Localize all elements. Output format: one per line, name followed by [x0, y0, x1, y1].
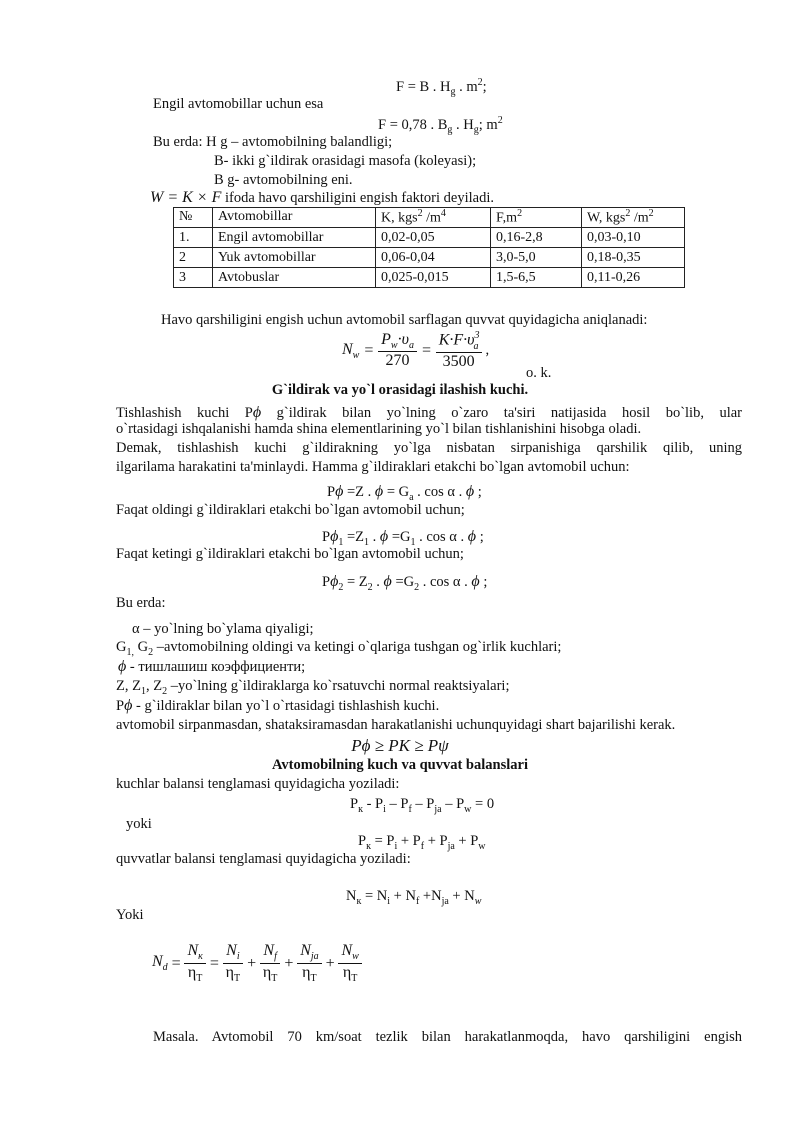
table-cell: 0,06-0,04 — [376, 248, 491, 268]
w-text: ifoda havo qarshiligini engish faktori deyiladi. — [221, 190, 494, 206]
phi-symbol: ϕ — [330, 573, 339, 590]
eq-sub: к — [366, 840, 371, 852]
paragraph-line: Demak, tishlashish kuchi g`ildirakning yo`lga nisbatan sirpanishiga qarshilik qilib, uning — [116, 440, 742, 456]
equals-sign: = — [170, 954, 182, 972]
phi-symbol: ϕ — [374, 483, 384, 500]
table-cell: Engil avtomobillar — [213, 228, 376, 248]
def-text: G — [133, 639, 149, 655]
fraction-denominator — [260, 964, 280, 985]
eq-text: - P — [362, 796, 384, 812]
nw-lhs — [342, 340, 359, 362]
header-text: K, kgs — [381, 210, 418, 226]
table-header-cell — [376, 208, 491, 228]
table-cell: Yuk avtomobillar — [213, 248, 376, 268]
plus-sign: + — [246, 954, 257, 972]
formula-sub: g — [447, 124, 453, 136]
header-text: F,m — [496, 210, 518, 226]
def-text: G — [116, 639, 127, 655]
def-sub: 1 — [140, 685, 146, 697]
eq-text: + P — [424, 833, 448, 849]
text-line: Bu erda: — [116, 595, 166, 611]
eq-text: – P — [411, 796, 435, 812]
phi-symbol: ϕ — [335, 483, 344, 500]
eq-sub: f — [420, 840, 425, 852]
fraction — [338, 942, 361, 984]
text-line: Engil avtomobillar uchun esa — [153, 96, 324, 112]
force-balance-eq-1 — [350, 796, 494, 816]
unit-label: o. k. — [526, 365, 552, 381]
math-sup: 3 — [474, 330, 480, 341]
eq-sub: 1 — [364, 536, 370, 548]
math-sub: w — [352, 349, 360, 361]
math-sub: T — [310, 972, 317, 984]
fraction-denominator — [340, 964, 360, 985]
header-sup: 4 — [440, 208, 446, 219]
paragraph-line: ilgarilama harakatini ta'minlaydi. Hamma g`ildiraklari etakchi bo`lgan avtomobil uchun: — [116, 459, 630, 475]
eq-text: . — [369, 529, 380, 545]
eq-text: + N — [448, 888, 475, 904]
text-line: Faqat ketingi g`ildiraklari etakchi bo`lgan avtomobil uchun; — [116, 546, 464, 562]
table-cell: 0,025-0,015 — [376, 268, 491, 288]
definition-line — [116, 696, 439, 715]
condition-formula: Pϕ ≥ PK ≥ Pψ — [351, 736, 449, 755]
equals-sign: = — [363, 342, 375, 360]
power-balance-eq — [346, 888, 481, 908]
math-sub: T — [234, 972, 241, 984]
paragraph-line: o`rtasidagi ishqalanishi hamda shina elementlarining yo`l bilan tishlanishini hisobga oladi. — [116, 421, 642, 437]
eq-text: – P — [441, 796, 465, 812]
def-text: Z, Z — [116, 678, 141, 694]
fraction — [260, 942, 280, 984]
formula-area-light — [378, 115, 503, 137]
coefficients-table — [173, 207, 685, 288]
table-header-cell: Avtomobillar — [213, 208, 376, 228]
eq-sub: 1 — [410, 536, 416, 548]
math-symbol: K·F·υ — [438, 331, 475, 349]
eq-sub: 1 — [338, 536, 344, 548]
eq-sub: 2 — [367, 581, 373, 593]
eq-sub: ja — [434, 803, 442, 815]
table-row — [174, 268, 685, 288]
definition-line — [116, 639, 561, 659]
eq-text: P — [322, 529, 331, 545]
nd-formula — [152, 942, 362, 984]
eq-text: P — [350, 796, 359, 812]
math-symbol: P — [381, 330, 391, 348]
math-symbol: N — [263, 942, 275, 959]
eq-text: =Z . — [343, 484, 375, 500]
equals-sign: = — [420, 342, 432, 360]
w-formula: W = K × F — [150, 189, 222, 206]
eq-text: P — [358, 833, 367, 849]
fraction-numerator — [378, 331, 417, 353]
formula-sup: 2 — [477, 77, 483, 88]
fraction — [436, 330, 482, 371]
definition-line — [118, 657, 305, 676]
fraction-numerator — [184, 942, 205, 964]
math-sub: к — [198, 951, 203, 963]
eq-sub: 2 — [338, 581, 344, 593]
fraction-denominator — [223, 964, 243, 985]
math-symbol: N — [226, 942, 237, 959]
math-symbol: N — [300, 942, 311, 959]
fraction-numerator — [338, 942, 361, 964]
eq-text: = 0 — [471, 796, 495, 812]
def-text: - g`ildiraklar bilan yo`l o`rtasidagi tishlashish kuchi. — [132, 698, 440, 714]
fraction — [378, 331, 417, 371]
eq-text: + P — [454, 833, 479, 849]
fraction-numerator — [223, 942, 242, 964]
formula-sub: g — [473, 124, 479, 136]
eq-text: – P — [385, 796, 409, 812]
def-sub: 1, — [126, 646, 134, 658]
math-sub: f — [274, 951, 277, 963]
header-sup: 2 — [417, 208, 423, 219]
header-text: /m — [630, 210, 649, 226]
fraction-numerator — [260, 942, 279, 964]
eq-sub: w — [464, 803, 472, 815]
eq-sub: w — [478, 840, 486, 852]
eq-text: ; — [479, 574, 488, 590]
table-cell: 0,02-0,05 — [376, 228, 491, 248]
formula-text: ; — [482, 78, 487, 95]
fraction-denominator — [299, 964, 319, 985]
text-line: kuchlar balansi tenglamasi quyidagicha yoziladi: — [116, 776, 400, 792]
eq-text: ; — [474, 484, 482, 500]
table-cell: 0,16-2,8 — [491, 228, 582, 248]
eq-sub: i — [394, 840, 398, 852]
phi-symbol: ϕ — [383, 573, 392, 590]
table-cell: 1. — [174, 228, 213, 248]
eq-sub: f — [408, 803, 412, 815]
table-header-row — [174, 208, 685, 228]
phi-symbol: ϕ — [118, 658, 127, 675]
table-cell: 0,11-0,26 — [582, 268, 685, 288]
eq-sub: i — [387, 895, 391, 907]
fraction-denominator: 3500 — [442, 353, 475, 371]
nw-formula — [342, 330, 489, 371]
math-sub: i — [236, 951, 240, 963]
plus-sign: + — [324, 954, 336, 972]
table-row — [174, 228, 685, 248]
math-sub: T — [351, 972, 358, 984]
text-span: g`ildirak bilan yo`lning o`zaro ta'siri natijasida hosil bo`lib, ular — [276, 405, 743, 421]
header-text: W, kgs — [587, 210, 626, 226]
table-cell: 3 — [174, 268, 213, 288]
math-symbol: η — [262, 963, 272, 981]
eq-sub: ja — [441, 895, 449, 907]
def-sub: 2 — [162, 685, 168, 697]
eq-text: . — [372, 574, 384, 590]
header-sup: 2 — [517, 208, 523, 219]
fraction — [184, 942, 205, 984]
formula-text: . m — [459, 78, 478, 95]
table-cell: 0,18-0,35 — [582, 248, 685, 268]
eq-text: =Z — [343, 529, 365, 545]
math-symbol: ·υ — [397, 330, 409, 348]
def-text: –avtomobilning oldingi va ketingi o`qlariga tushgan og`irlik kuchlari; — [153, 639, 562, 655]
fraction-denominator — [185, 964, 205, 985]
text-line: Havo qarshiligini engish uchun avtomobil sarflagan quvvat quyidagicha aniqlanadi: — [161, 312, 648, 328]
math-symbol: η — [225, 963, 234, 981]
formula-text: . H — [456, 116, 474, 133]
eq-text: + P — [397, 833, 421, 849]
definition-line: B- ikki g`ildirak orasidagi masofa (koleyasi); — [214, 153, 477, 169]
eq-text: =G — [391, 574, 415, 590]
text-line: yoki — [126, 816, 152, 832]
formula-sub: g — [450, 86, 456, 98]
force-balance-eq-2 — [358, 833, 486, 853]
formula-text: F = B . H — [396, 78, 451, 95]
eq-text: =G — [388, 529, 411, 545]
definition-line — [116, 678, 509, 698]
header-sup: 2 — [625, 208, 631, 219]
phi-symbol: ϕ — [252, 404, 262, 421]
phi-symbol: ϕ — [465, 483, 475, 500]
def-sub: 2 — [148, 646, 154, 658]
eq-text: . cos α . — [415, 529, 468, 545]
eq-text: . cos α . — [413, 484, 466, 500]
table-header-cell: № — [174, 208, 213, 228]
phi-symbol: ϕ — [379, 528, 389, 545]
def-text: , Z — [145, 678, 163, 694]
eq-text: P — [327, 484, 336, 500]
math-symbol: η — [187, 963, 197, 981]
definition-line: B g- avtomobilning eni. — [214, 172, 353, 188]
math-symbol: N — [342, 340, 353, 358]
eq-text: + N — [390, 888, 416, 904]
def-text: P — [116, 698, 125, 714]
math-symbol: N — [187, 942, 199, 959]
eq-sub: w — [474, 895, 482, 907]
eq-sub: к — [358, 803, 363, 815]
table-header-cell — [582, 208, 685, 228]
fraction-numerator — [436, 330, 482, 353]
eq-text: ; — [476, 529, 484, 545]
table-cell: Avtobuslar — [213, 268, 376, 288]
table-cell: 0,03-0,10 — [582, 228, 685, 248]
math-symbol: N — [341, 942, 353, 959]
table-cell: 2 — [174, 248, 213, 268]
math-sub: a — [408, 339, 414, 351]
phi-symbol: ϕ — [124, 697, 133, 714]
paragraph-line — [116, 403, 742, 422]
eq-text: = G — [383, 484, 410, 500]
math-sub: T — [271, 972, 278, 984]
phi-symbol: ϕ — [467, 528, 477, 545]
table-header-cell — [491, 208, 582, 228]
phi-symbol: ϕ — [330, 528, 339, 545]
eq-text: = P — [370, 833, 395, 849]
eq-text: +N — [419, 888, 442, 904]
eq-text: . cos α . — [419, 574, 472, 590]
header-sup: 2 — [648, 208, 654, 219]
formula-sup: 2 — [497, 115, 503, 126]
problem-statement-line: Masala. Avtomobil 70 km/soat tezlik bilan harakatlanmoqda, havo qarshiligini engish — [153, 1029, 742, 1045]
table-cell: 1,5-6,5 — [491, 268, 582, 288]
text-line: Yoki — [116, 907, 144, 923]
eq-sub: a — [409, 491, 414, 503]
section-heading: G`ildirak va yo`l orasidagi ilashish kuchi. — [271, 382, 529, 398]
eq-sub: к — [356, 895, 362, 907]
text-line: Faqat oldingi g`ildiraklari etakchi bo`lgan avtomobil uchun; — [116, 502, 465, 518]
w-formula-line — [150, 188, 494, 207]
eq-sub: 2 — [414, 581, 420, 593]
text-line: quvvatlar balansi tenglamasi quyidagicha yoziladi: — [116, 851, 411, 867]
formula-area — [396, 77, 487, 99]
section-heading: Avtomobilning kuch va quvvat balanslari — [272, 757, 528, 773]
eq-sub: f — [415, 895, 420, 907]
math-sub: w — [352, 951, 359, 963]
table-row — [174, 248, 685, 268]
definition-line: Bu erda: H g – avtomobilning balandligi; — [153, 134, 393, 150]
definition-line: α – yo`lning bo`ylama qiyaligi; — [132, 621, 314, 637]
math-punct: , — [485, 342, 490, 358]
eq-text: P — [322, 574, 331, 590]
math-sub: ja — [310, 951, 319, 963]
eq-sub: ja — [447, 840, 455, 852]
fraction — [297, 942, 321, 984]
formula-text: ; m — [478, 116, 498, 133]
equation-3 — [322, 572, 487, 594]
text-line: avtomobil sirpanmasdan, shataksiramasdan harakatlanishi uchunquyidagi shart bajarilishi kerak. — [116, 717, 676, 733]
eq-sub: i — [383, 803, 386, 815]
fraction-numerator — [297, 942, 321, 964]
math-sub: T — [196, 972, 203, 984]
math-sub: w — [390, 339, 398, 351]
math-sub: d — [162, 962, 168, 974]
fraction — [223, 942, 243, 984]
equals-sign: = — [208, 954, 220, 972]
nd-lhs — [152, 952, 168, 974]
text-span: Tishlashish kuchi P — [116, 405, 253, 421]
math-sub: a — [473, 340, 479, 352]
header-text: /m — [422, 210, 441, 226]
phi-symbol: ϕ — [471, 573, 480, 590]
table-cell: 3,0-5,0 — [491, 248, 582, 268]
math-symbol: η — [302, 963, 311, 981]
eq-text: N — [346, 888, 357, 904]
formula-text: F = 0,78 . B — [378, 116, 448, 133]
def-text: - тишлашиш коэффициенти; — [126, 659, 306, 675]
equation-1 — [327, 482, 482, 504]
math-symbol: η — [342, 963, 352, 981]
fraction-denominator: 270 — [385, 352, 410, 370]
eq-text: = N — [361, 888, 388, 904]
math-symbol: N — [152, 953, 163, 971]
plus-sign: + — [283, 954, 295, 972]
eq-text: = Z — [343, 574, 368, 590]
def-text: –yo`lning g`ildiraklarga ko`rsatuvchi normal reaktsiyalari; — [167, 678, 510, 694]
